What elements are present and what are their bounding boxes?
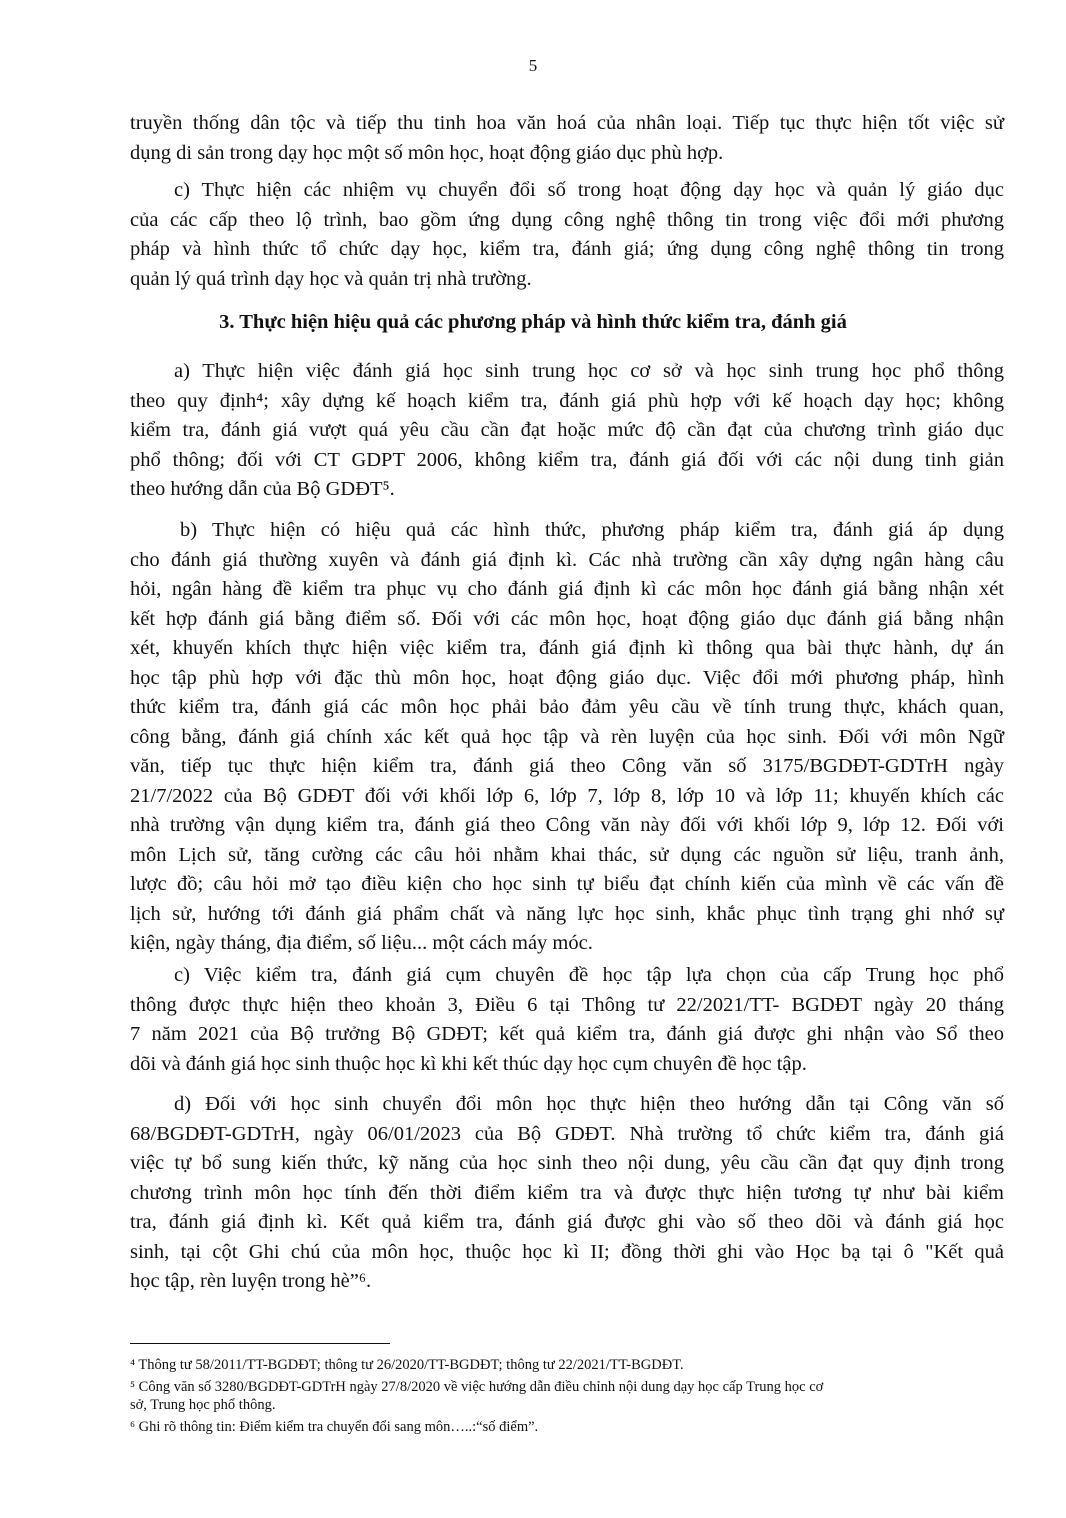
footnote-divider [130, 1343, 390, 1344]
text-line: quản lý quá trình dạy học và quản trị nhà trường. [130, 267, 532, 290]
text-line: a) Thực hiện việc đánh giá học sinh trung học cơ sở và học sinh trung học phổ thông [174, 360, 1004, 382]
text-line: b) Thực hiện có hiệu quả các hình thức, phương pháp kiểm tra, đánh giá áp dụng [180, 519, 1004, 541]
page-number: 5 [528, 56, 538, 75]
text-line: 68/BGDĐT-GDTrH, ngày 06/01/2023 của Bộ GDĐT. Nhà trường tổ chức kiểm tra, đánh giá [130, 1122, 1004, 1145]
paragraph-a [130, 357, 1004, 505]
paragraph-b [130, 516, 1004, 959]
text-line: thông được thực hiện theo khoản 3, Điều 6 tại Thông tư 22/2021/TT- BGDĐT ngày 20 tháng [130, 993, 1004, 1016]
footnote [130, 1419, 1010, 1437]
text-line: dõi và đánh giá học sinh thuộc học kì khi kết thúc dạy học cụm chuyên đề học tập. [130, 1052, 807, 1075]
paragraph-c1 [130, 176, 1004, 294]
text-line: môn Lịch sử, tăng cường các câu hỏi nhằm khai thác, sử dụng các nguồn sử liệu, tranh ảnh, [130, 843, 1004, 866]
text-line: 7 năm 2021 của Bộ trưởng Bộ GDĐT; kết quả kiểm tra, đánh giá được ghi nhận vào Sổ theo [130, 1023, 1004, 1045]
text-line: học tập, rèn luyện trong hè”⁶. [130, 1270, 372, 1292]
text-line: học tập phù hợp với đặc thù môn học, hoạt động giáo dục. Việc đổi mới phương pháp, hình [130, 666, 1004, 689]
text-line: kết hợp đánh giá bằng điểm số. Đối với các môn học, hoạt động giáo dục đánh giá bằng nhận [130, 607, 1004, 630]
text-line: của các cấp theo lộ trình, bao gồm ứng dụng công nghệ thông tin trong việc đổi mới phương [130, 208, 1004, 231]
text-line: c) Việc kiểm tra, đánh giá cụm chuyên đề học tập lựa chọn của cấp Trung học phổ [174, 964, 1004, 986]
footnote [130, 1379, 1010, 1414]
text-line: cho đánh giá thường xuyên và đánh giá định kì. Các nhà trường cần xây dựng ngân hàng câu [130, 548, 1004, 571]
text-line: theo quy định⁴; xây dựng kế hoạch kiểm tra, đánh giá phù hợp với kế hoạch dạy học; không [130, 389, 1004, 412]
text-line: 21/7/2022 của Bộ GDĐT đối với khối lớp 6, lớp 7, lớp 8, lớp 10 và lớp 11; khuyến khích các [130, 784, 1004, 807]
paragraph-intro [130, 109, 1004, 168]
text-line: lịch sử, hướng tới đánh giá phẩm chất và năng lực học sinh, khắc phục tình trạng ghi nhớ sự [130, 902, 1004, 925]
text-line: tra, đánh giá định kì. Kết quả kiểm tra, đánh giá được ghi vào số theo dõi và đánh giá học [130, 1211, 1004, 1233]
paragraph-d [130, 1090, 1004, 1297]
footnote-line: sở, Trung học phổ thông. [130, 1396, 276, 1413]
text-line: sinh, tại cột Ghi chú của môn học, thuộc học kì II; đồng thời ghi vào Học bạ tại ô "Kết quả [130, 1240, 1004, 1263]
footnote [130, 1357, 1010, 1375]
text-line: c) Thực hiện các nhiệm vụ chuyển đổi số trong hoạt động dạy học và quản lý giáo dục [174, 179, 1004, 201]
text-line: nhà trường vận dụng kiểm tra, đánh giá theo Công văn này đối với khối lớp 9, lớp 12. Đối với [130, 814, 1004, 836]
text-line: dụng di sản trong dạy học một số môn học, hoạt động giáo dục phù hợp. [130, 141, 724, 164]
text-line: hỏi, ngân hàng đề kiểm tra phục vụ cho đánh giá định kì các môn học đánh giá bằng nhận xét [130, 578, 1004, 600]
text-line: lược đồ; câu hỏi mở tạo điều kiện cho học sinh tự biểu đạt chính kiến của mình về các vấn đề [130, 873, 1004, 895]
text-line: thức kiểm tra, đánh giá các môn học phải bảo đảm yêu cầu về tính trung thực, khách quan, [130, 696, 1004, 718]
footnote-line: ⁶ Ghi rõ thông tin: Điểm kiểm tra chuyển đổi sang môn…..:“số điểm”. [130, 1419, 539, 1435]
section-heading: 3. Thực hiện hiệu quả các phương pháp và hình thức kiểm tra, đánh giá [219, 311, 847, 333]
text-line: việc tự bổ sung kiến thức, kỹ năng của học sinh theo nội dung, yêu cầu cần đạt quy định trong [130, 1152, 1004, 1174]
text-line: pháp và hình thức tổ chức dạy học, kiểm tra, đánh giá; ứng dụng công nghệ thông tin trong [130, 238, 1004, 260]
text-line: d) Đối với học sinh chuyển đổi môn học thực hiện theo hướng dẫn tại Công văn số [174, 1093, 1004, 1115]
text-line: chương trình môn học tính đến thời điểm kiểm tra và được thực hiện tương tự như bài kiểm [130, 1181, 1004, 1204]
text-line: kiểm tra, đánh giá vượt quá yêu cầu cần đạt hoặc mức độ cần đạt của chương trình giáo dục [130, 419, 1004, 441]
footnote-line: ⁴ Thông tư 58/2011/TT-BGDĐT; thông tư 26/2020/TT-BGDĐT; thông tư 22/2021/TT-BGDĐT. [130, 1357, 684, 1373]
text-line: xét, khuyến khích thực hiện việc kiểm tra, đánh giá định kì thông qua bài thực hành, dự án [130, 637, 1004, 659]
text-line: văn, tiếp tục thực hiện kiểm tra, đánh giá theo Công văn số 3175/BGDĐT-GDTrH ngày [130, 755, 1004, 777]
text-line: theo hướng dẫn của Bộ GDĐT⁵. [130, 478, 395, 500]
text-line: công bằng, đánh giá chính xác kết quả học tập và rèn luyện của học sinh. Đối với môn Ngữ [130, 725, 1004, 748]
text-line: truyền thống dân tộc và tiếp thu tinh hoa văn hoá của nhân loại. Tiếp tục thực hiện tốt việc sử [130, 112, 1004, 134]
footnote-line: ⁵ Công văn số 3280/BGDĐT-GDTrH ngày 27/8/2020 về việc hướng dẫn điều chỉnh nội dung dạy học cấp Trung học cơ [130, 1379, 824, 1395]
text-line: phổ thông; đối với CT GDPT 2006, không kiểm tra, đánh giá đối với các nội dung tinh giản [130, 448, 1004, 471]
paragraph-c2 [130, 961, 1004, 1079]
text-line: kiện, ngày tháng, địa điểm, số liệu... một cách máy móc. [130, 932, 593, 954]
